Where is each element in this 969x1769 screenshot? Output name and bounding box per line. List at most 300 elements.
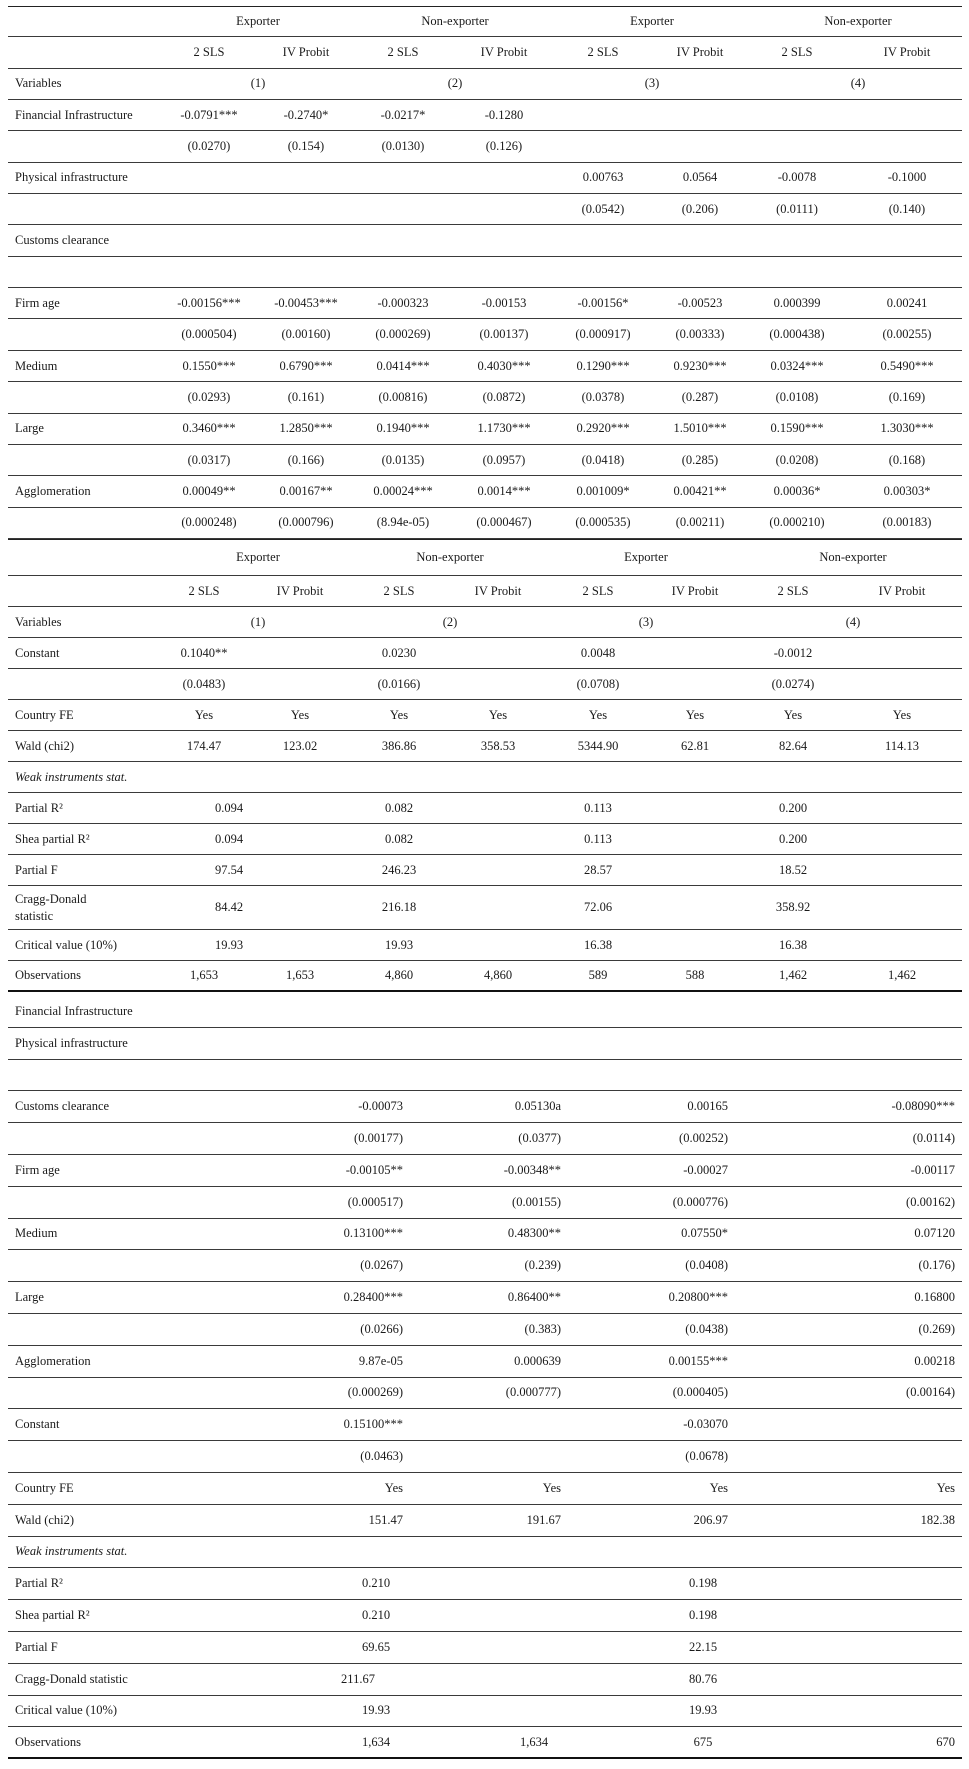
model-number: (4)	[845, 614, 861, 629]
model-number: (2)	[442, 614, 458, 629]
model-number: (1)	[250, 76, 266, 91]
cell-value: Yes	[588, 707, 608, 722]
standard-error: (0.00177)	[354, 1131, 403, 1146]
cell-value: 0.000639	[514, 1353, 561, 1368]
row-label: Country FE	[15, 1480, 74, 1495]
standard-error: (0.00255)	[882, 327, 932, 342]
model-number: (2)	[447, 76, 463, 91]
row-label: Large	[15, 1290, 44, 1305]
method-header-row	[8, 576, 962, 607]
standard-error: (0.00160)	[281, 327, 331, 342]
table-row-se	[8, 1378, 962, 1410]
group-header: Non-exporter	[824, 13, 892, 28]
table-row-agglomeration	[8, 476, 962, 507]
table-row-large	[8, 1282, 962, 1314]
row-label: Cragg-Donald statistic	[15, 891, 87, 923]
row-label: Customs clearance	[15, 233, 110, 248]
table-row-se	[8, 1250, 962, 1282]
cell-value: Yes	[194, 707, 214, 722]
model-number: (3)	[638, 614, 654, 629]
cell-value: 0.28400***	[343, 1290, 403, 1305]
cell-value: 216.18	[381, 900, 417, 914]
cell-value: 588	[685, 968, 705, 982]
group-header: Exporter	[624, 549, 668, 564]
cell-value: 0.210	[361, 1608, 391, 1623]
standard-error: (0.0166)	[377, 676, 421, 691]
cell-value: 0.00049**	[182, 483, 236, 498]
row-label: Firm age	[15, 295, 60, 310]
standard-error: (0.000210)	[769, 515, 825, 530]
standard-error: (0.0317)	[187, 452, 231, 467]
cell-value: -0.000323	[377, 295, 429, 310]
group-header: Exporter	[236, 549, 280, 564]
method-header: 2 SLS	[781, 45, 813, 60]
standard-error: (0.140)	[888, 201, 926, 216]
standard-error: (0.0483)	[182, 676, 226, 691]
standard-error: (0.00211)	[675, 515, 725, 530]
table-row-se	[8, 131, 962, 162]
standard-error: (0.000796)	[278, 515, 334, 530]
row-label: Cragg-Donald statistic	[15, 1671, 128, 1686]
table-row-se	[8, 1060, 962, 1092]
cell-value: Yes	[542, 1480, 561, 1495]
table-row-critical-value-10	[8, 930, 962, 961]
standard-error: (0.000248)	[181, 515, 237, 530]
group-header: Exporter	[630, 13, 674, 28]
row-label: Financial Infrastructure	[15, 1003, 133, 1018]
standard-error: (0.000269)	[347, 1385, 403, 1400]
cell-value: Yes	[685, 707, 705, 722]
standard-error: (0.166)	[287, 452, 325, 467]
cell-value: 670	[936, 1734, 955, 1749]
cell-value: 84.42	[214, 900, 244, 914]
row-label: Large	[15, 421, 44, 436]
standard-error: (0.0377)	[518, 1131, 561, 1146]
method-header: IV Probit	[878, 583, 926, 598]
cell-value: 4,860	[483, 968, 513, 982]
row-label: Constant	[15, 1417, 60, 1432]
row-label: Physical infrastructure	[15, 170, 128, 185]
row-label: Critical value (10%)	[15, 1703, 118, 1718]
standard-error: (0.00816)	[378, 389, 428, 404]
standard-error: (0.000535)	[575, 515, 631, 530]
cell-value: 19.93	[688, 1703, 718, 1718]
standard-error: (0.0957)	[482, 452, 526, 467]
cell-value: 0.210	[361, 1576, 391, 1591]
cell-value: Yes	[384, 1480, 403, 1495]
cell-value: -0.03070	[683, 1417, 728, 1432]
cell-value: 0.00241	[886, 295, 928, 310]
cell-value: 1,462	[887, 968, 917, 982]
table-row-large	[8, 414, 962, 445]
cell-value: 0.16800	[914, 1290, 955, 1305]
row-label: Partial R²	[15, 800, 63, 815]
method-header: 2 SLS	[193, 45, 225, 60]
cell-value: 0.00165	[687, 1099, 728, 1114]
cell-value: 151.47	[368, 1512, 403, 1527]
standard-error: (0.0208)	[775, 452, 819, 467]
cell-value: 1.2850***	[279, 421, 333, 436]
cell-value: 211.67	[341, 1671, 375, 1686]
row-label: Agglomeration	[15, 1353, 91, 1368]
cell-value: Yes	[783, 707, 803, 722]
standard-error: (0.000776)	[672, 1194, 728, 1209]
table-row-physical-infrastructure	[8, 1028, 962, 1060]
table-row-observations	[8, 961, 962, 992]
table-row-firm-age	[8, 288, 962, 319]
cell-value: 358.53	[480, 738, 516, 753]
standard-error: (0.0270)	[187, 139, 231, 154]
table-row-se	[8, 445, 962, 476]
cell-value: -0.1000	[887, 170, 927, 185]
cell-value: 0.15100***	[343, 1417, 403, 1432]
cell-value: 0.198	[688, 1576, 718, 1591]
method-header: 2 SLS	[587, 45, 619, 60]
cell-value: 0.0048	[580, 645, 616, 660]
standard-error: (0.000777)	[505, 1385, 561, 1400]
row-label: Partial F	[15, 862, 58, 877]
standard-error: (0.0408)	[685, 1258, 728, 1273]
table-row-se	[8, 320, 962, 351]
method-header: IV Probit	[883, 45, 931, 60]
cell-value: 18.52	[778, 862, 808, 877]
cell-value: 0.00036*	[773, 483, 821, 498]
row-label: Physical infrastructure	[15, 1035, 128, 1050]
standard-error: (0.0872)	[482, 389, 526, 404]
cell-value: Yes	[892, 707, 912, 722]
cell-value: 0.3460***	[182, 421, 236, 436]
cell-value: 16.38	[583, 937, 613, 952]
standard-error: (0.000504)	[181, 327, 237, 342]
cell-value: -0.00156*	[577, 295, 629, 310]
row-label: Critical value (10%)	[15, 937, 118, 952]
standard-error: (0.0274)	[771, 676, 815, 691]
row-label: Shea partial R²	[15, 1608, 90, 1623]
cell-value: 16.38	[778, 937, 808, 952]
cell-value: 0.4030***	[477, 358, 531, 373]
cell-value: 1.1730***	[477, 421, 531, 436]
row-label: Variables	[15, 76, 62, 91]
standard-error: (0.285)	[681, 452, 719, 467]
model-number-row	[8, 69, 962, 100]
cell-value: 0.13100***	[343, 1226, 403, 1241]
cell-value: 5344.90	[577, 738, 619, 753]
standard-error: (0.00155)	[512, 1194, 561, 1209]
cell-value: 0.1550***	[182, 358, 236, 373]
cell-value: 0.094	[214, 800, 244, 815]
standard-error: (0.00333)	[675, 327, 725, 342]
row-label: Variables	[15, 614, 62, 629]
standard-error: (0.0418)	[581, 452, 625, 467]
cell-value: 69.65	[361, 1639, 391, 1654]
cell-value: 386.86	[381, 738, 417, 753]
table-row-cragg-donald-statistic	[8, 886, 962, 930]
cell-value: 0.200	[778, 831, 808, 846]
cell-value: 0.48300**	[507, 1226, 561, 1241]
cell-value: -0.08090***	[891, 1099, 955, 1114]
standard-error: (0.126)	[485, 139, 523, 154]
cell-value: 0.082	[384, 831, 414, 846]
cell-value: 1,634	[361, 1734, 391, 1749]
cell-value: -0.00105**	[345, 1162, 403, 1177]
table-row-se	[8, 1123, 962, 1155]
row-label: Partial F	[15, 1639, 58, 1654]
cell-value: 1.3030***	[880, 421, 934, 436]
table-row-medium	[8, 1219, 962, 1251]
cell-value: 0.113	[584, 800, 612, 815]
group-header-row	[8, 539, 962, 576]
method-header-row	[8, 37, 962, 68]
table-row-se	[8, 194, 962, 225]
cell-value: 72.06	[583, 900, 613, 914]
table-row-country-fe	[8, 700, 962, 731]
row-label: Partial R²	[15, 1576, 63, 1591]
cell-value: 174.47	[186, 738, 222, 753]
standard-error: (0.0708)	[576, 676, 620, 691]
table-row-se	[8, 382, 962, 413]
standard-error: (0.176)	[918, 1258, 955, 1273]
model-number: (3)	[644, 76, 660, 91]
standard-error: (0.0463)	[360, 1449, 403, 1464]
standard-error: (0.239)	[524, 1258, 561, 1273]
standard-error: (0.168)	[888, 452, 926, 467]
standard-error: (0.0114)	[912, 1131, 955, 1146]
standard-error: (0.154)	[287, 139, 325, 154]
model-number-row	[8, 607, 962, 638]
cell-value: 206.97	[693, 1512, 728, 1527]
group-header: Non-exporter	[421, 13, 489, 28]
cell-value: 0.001009*	[576, 483, 630, 498]
cell-value: 9.87e-05	[358, 1353, 403, 1368]
standard-error: (0.000405)	[672, 1385, 728, 1400]
cell-value: 0.05130a	[514, 1099, 561, 1114]
standard-error: (0.0678)	[685, 1449, 728, 1464]
standard-error: (0.161)	[287, 389, 325, 404]
table-row-customs-clearance	[8, 1091, 962, 1123]
cell-value: 1,653	[285, 968, 315, 982]
table-row-se	[8, 1314, 962, 1346]
method-header: IV Probit	[676, 45, 724, 60]
method-header: IV Probit	[276, 583, 324, 598]
standard-error: (0.0378)	[581, 389, 625, 404]
cell-value: 0.1290***	[576, 358, 630, 373]
cell-value: 19.93	[361, 1703, 391, 1718]
cell-value: -0.1280	[484, 107, 524, 122]
standard-error: (0.00137)	[479, 327, 529, 342]
cell-value: 19.93	[214, 937, 244, 952]
cell-value: 0.082	[384, 800, 414, 815]
table-row-wald-chi2	[8, 731, 962, 762]
cell-value: 358.92	[775, 900, 811, 914]
cell-value: 0.20800***	[668, 1290, 728, 1305]
table-row-se	[8, 669, 962, 700]
cell-value: 0.113	[584, 831, 612, 846]
cell-value: 0.00303*	[883, 483, 931, 498]
cell-value: 0.0014***	[477, 483, 531, 498]
cell-value: 0.86400**	[507, 1290, 561, 1305]
standard-error: (0.383)	[524, 1321, 561, 1336]
row-label: Observations	[15, 1734, 81, 1749]
table-row-se	[8, 508, 962, 539]
standard-error: (0.000269)	[375, 327, 431, 342]
method-header: 2 SLS	[188, 583, 220, 598]
standard-error: (0.000917)	[575, 327, 631, 342]
standard-error: (0.0438)	[685, 1321, 728, 1336]
row-label: Shea partial R²	[15, 831, 90, 846]
cell-value: 0.07550*	[681, 1226, 728, 1241]
model-number: (4)	[850, 76, 866, 91]
method-header: IV Probit	[474, 583, 522, 598]
cell-value: -0.00153	[481, 295, 527, 310]
cell-value: 0.6790***	[279, 358, 333, 373]
standard-error: (0.206)	[681, 201, 719, 216]
cell-value: 80.76	[688, 1671, 718, 1686]
table-row-country-fe	[8, 1473, 962, 1505]
row-label: Medium	[15, 1226, 58, 1241]
standard-error: (0.0293)	[187, 389, 231, 404]
cell-value: 0.9230***	[673, 358, 727, 373]
cell-value: 0.00421**	[673, 483, 727, 498]
method-header: IV Probit	[671, 583, 719, 598]
cell-value: 114.13	[885, 738, 919, 753]
table-row-financial-infrastructure	[8, 996, 962, 1028]
cell-value: 97.54	[214, 862, 244, 877]
cell-value: 22.15	[688, 1639, 718, 1654]
cell-value: 0.00167**	[279, 483, 333, 498]
cell-value: 0.00218	[914, 1353, 955, 1368]
row-label: Observations	[15, 968, 81, 982]
table-row-partial-f	[8, 855, 962, 886]
standard-error: (0.00162)	[906, 1194, 955, 1209]
cell-value: 191.67	[526, 1512, 561, 1527]
standard-error: (0.0542)	[581, 201, 625, 216]
cell-value: -0.00523	[677, 295, 723, 310]
group-header-row	[8, 6, 962, 37]
table-row-medium	[8, 351, 962, 382]
weak-instruments-heading-row	[8, 762, 962, 793]
cell-value: 675	[693, 1734, 713, 1749]
cell-value: 0.00024***	[373, 483, 433, 498]
table-row-firm-age	[8, 1155, 962, 1187]
standard-error: (0.00164)	[906, 1385, 955, 1400]
table-row-partial-r	[8, 793, 962, 824]
method-header: IV Probit	[480, 45, 528, 60]
method-header: 2 SLS	[383, 583, 415, 598]
table-row-agglomeration	[8, 1346, 962, 1378]
table-row-physical-infrastructure	[8, 163, 962, 194]
weak-instruments-heading-row	[8, 1537, 962, 1569]
cell-value: 0.198	[688, 1608, 718, 1623]
standard-error: (0.000517)	[347, 1194, 403, 1209]
cell-value: Yes	[936, 1480, 955, 1495]
cell-value: Yes	[488, 707, 508, 722]
cell-value: 0.00155***	[668, 1353, 728, 1368]
cell-value: 0.0324***	[770, 358, 824, 373]
cell-value: 1.5010***	[673, 421, 727, 436]
row-label: Wald (chi2)	[15, 738, 75, 753]
method-header: IV Probit	[282, 45, 330, 60]
cell-value: 246.23	[381, 862, 417, 877]
model-number: (1)	[250, 614, 266, 629]
cell-value: -0.00453***	[274, 295, 338, 310]
cell-value: 589	[588, 968, 608, 982]
cell-value: Yes	[389, 707, 409, 722]
table-row-partial-f	[8, 1632, 962, 1664]
table-row-financial-infrastructure	[8, 100, 962, 131]
row-label: Weak instruments stat.	[15, 769, 128, 784]
cell-value: 0.000399	[773, 295, 821, 310]
standard-error: (0.000438)	[769, 327, 825, 342]
cell-value: -0.0217*	[380, 107, 426, 122]
cell-value: 4,860	[384, 968, 414, 982]
table-row-se	[8, 1441, 962, 1473]
table-row-se	[8, 1187, 962, 1219]
cell-value: -0.0791***	[180, 107, 238, 122]
group-header: Non-exporter	[819, 549, 887, 564]
cell-value: 0.094	[214, 831, 244, 846]
row-label: Country FE	[15, 707, 74, 722]
standard-error: (0.0108)	[775, 389, 819, 404]
standard-error: (0.0135)	[381, 452, 425, 467]
standard-error: (8.94e-05)	[376, 515, 430, 530]
cell-value: 0.1940***	[376, 421, 430, 436]
cell-value: 0.1590***	[770, 421, 824, 436]
table-row-critical-value-10	[8, 1696, 962, 1728]
row-label: Constant	[15, 645, 60, 660]
standard-error: (0.0130)	[381, 139, 425, 154]
standard-error: (0.0267)	[360, 1258, 403, 1273]
standard-error: (0.00252)	[679, 1131, 728, 1146]
table-row-constant	[8, 638, 962, 669]
standard-error: (0.269)	[918, 1321, 955, 1336]
table-row-shea-partial-r	[8, 824, 962, 855]
cell-value: -0.00156***	[177, 295, 241, 310]
cell-value: 82.64	[778, 738, 808, 753]
standard-error: (0.0111)	[776, 201, 818, 216]
cell-value: 0.0414***	[376, 358, 430, 373]
row-label: Weak instruments stat.	[15, 1544, 128, 1559]
method-header: 2 SLS	[582, 583, 614, 598]
standard-error: (0.169)	[888, 389, 926, 404]
cell-value: -0.2740*	[283, 107, 329, 122]
cell-value: 0.00763	[582, 170, 624, 185]
standard-error: (0.000467)	[476, 515, 532, 530]
row-label: Agglomeration	[15, 483, 91, 498]
table-row-customs-clearance	[8, 225, 962, 256]
standard-error: (0.287)	[681, 389, 719, 404]
standard-error: (0.00183)	[882, 515, 932, 530]
table-row-constant	[8, 1409, 962, 1441]
cell-value: -0.0012	[773, 645, 813, 660]
row-label: Wald (chi2)	[15, 1512, 75, 1527]
cell-value: 0.2920***	[576, 421, 630, 436]
row-label: Financial Infrastructure	[15, 107, 133, 122]
cell-value: 1,634	[519, 1734, 549, 1749]
cell-value: 0.0564	[682, 170, 718, 185]
cell-value: 0.07120	[914, 1226, 955, 1241]
cell-value: 1,462	[778, 968, 808, 982]
method-header: 2 SLS	[777, 583, 809, 598]
cell-value: -0.00348**	[503, 1162, 561, 1177]
cell-value: 0.5490***	[880, 358, 934, 373]
table-row-observations	[8, 1727, 962, 1759]
row-label: Firm age	[15, 1162, 60, 1177]
cell-value: -0.0078	[777, 170, 817, 185]
cell-value: 19.93	[384, 937, 414, 952]
table-row-se	[8, 257, 962, 288]
cell-value: 182.38	[920, 1512, 955, 1527]
row-label: Customs clearance	[15, 1099, 110, 1114]
